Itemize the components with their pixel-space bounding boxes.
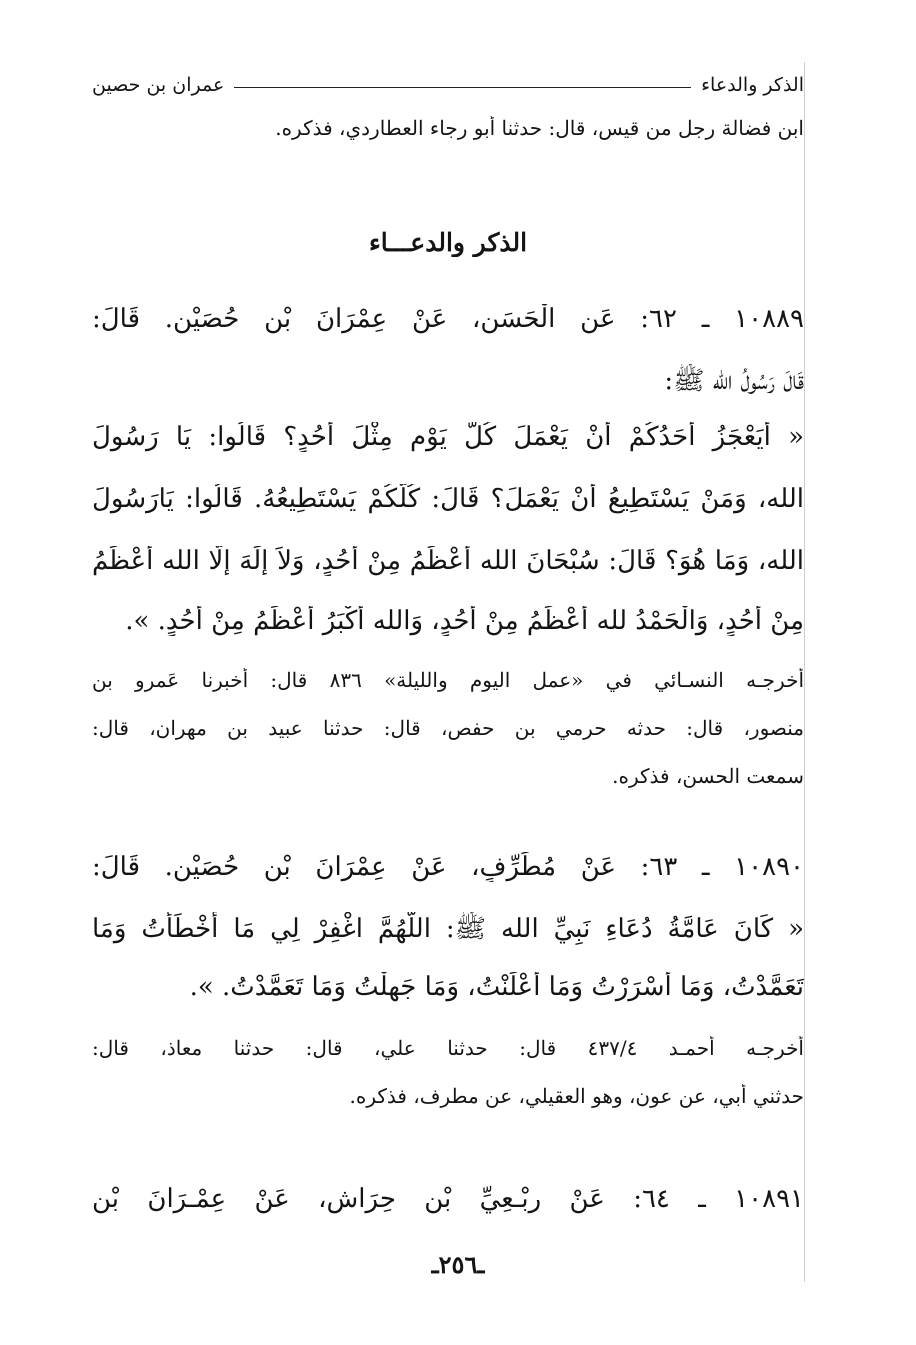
hadith-10889-text-2: الله، وَمَنْ يَسْتَطِيعُ أَنْ يَعْمَلَ؟ قَالَ: كُلُّكُمْ يَسْتَطِيعُهُ. قَالُوا: يَارَسُولَ [92, 484, 804, 514]
section-heading: الذكر والدعـــاء [368, 228, 528, 257]
hadith-10891-isnad: ١٠٨٩١ ـ ٦٤: عَنْ رِبْـعِيِّ بْنِ حِرَاشٍ، عَنْ عِمْـرَانَ بْنِ [92, 1184, 804, 1214]
header-rule [234, 87, 691, 88]
header-subject: عمران بن حصين [92, 74, 225, 96]
hadith-10889-text-1: « أَيَعْجَزُ أَحَدُكُمْ أَنْ يَعْمَلَ كُلَّ يَوْمٍ مِثْلَ أُحُدٍ؟ قَالُوا: يَا رَسُولَ [92, 422, 804, 452]
hadith-10890-text-2: تَعَمَّدْتُ، وَمَا أَسْرَرْتُ وَمَا أَعْلَنْتُ، وَمَا جَهِلْتُ وَمَا تَعَمَّدْتُ. ». [189, 972, 804, 1002]
hadith-10890-text-1: « كَانَ عَامَّةُ دُعَاءِ نَبِيِّ الله ﷺ: اللَّهُمَّ اغْفِرْ لِي مَا أَخْطَأْتُ وَمَا [92, 914, 804, 944]
running-header [92, 70, 804, 100]
page-number: ـ٢٥٦ـ [431, 1250, 485, 1279]
hadith-10889-takhrij-2: منصور، قال: حدثه حرمي بن حفص، قال: حدثنا عبيد بن مهران، قال: [92, 716, 804, 740]
hadith-10889-isnad: ١٠٨٨٩ ـ ٦٢: عَنِ الْحَسَنِ، عَنْ عِمْرَانَ بْنِ حُصَيْنٍ. قَالَ: [92, 304, 804, 334]
hadith-10889-takhrij-3: سمعت الحسن، فذكره. [612, 764, 804, 788]
hadith-10890-takhrij-2: حدثني أبي، عن عون، وهو العقيلي، عن مطرف، فذكره. [349, 1084, 804, 1108]
hadith-10889-attribution: قَالَ رَسُولُ الله ﷺ: [664, 366, 804, 396]
margin-line [804, 62, 805, 1282]
hadith-10890-isnad: ١٠٨٩٠ ـ ٦٣: عَنْ مُطَرِّفٍ، عَنْ عِمْرَانَ بْنِ حُصَيْنٍ. قَالَ: [92, 852, 804, 882]
hadith-10889-takhrij-1: أخرجـه النسـائي في «عمل اليوم والليلة» ٨٣٦ قال: أخبرنا عَمرو بن [92, 668, 804, 692]
hadith-10890-takhrij-1: أخرجـه أحمـد ٤٣٧/٤ قال: حدثنا علي، قال: حدثنا معاذ، قال: [92, 1036, 804, 1060]
hadith-10889-text-4: مِنْ أُحُدٍ، وَالْحَمْدُ لله أَعْظَمُ مِنْ أُحُدٍ، وَالله أَكْبَرُ أَعْظَمُ مِنْ أُحُدٍ. ». [125, 606, 804, 636]
intro-line: ابن فضالة رجل من قيس، قال: حدثنا أبو رجاء العطاردي، فذكره. [275, 116, 804, 140]
hadith-10889-text-3: الله، وَمَا هُوَ؟ قَالَ: سُبْحَانَ الله أَعْظَمُ مِنْ أُحُدٍ، وَلاَ إِلَهَ إِلَّا الله أَعْظَمُ [92, 546, 804, 576]
header-section-title: الذكر والدعاء [701, 74, 804, 96]
